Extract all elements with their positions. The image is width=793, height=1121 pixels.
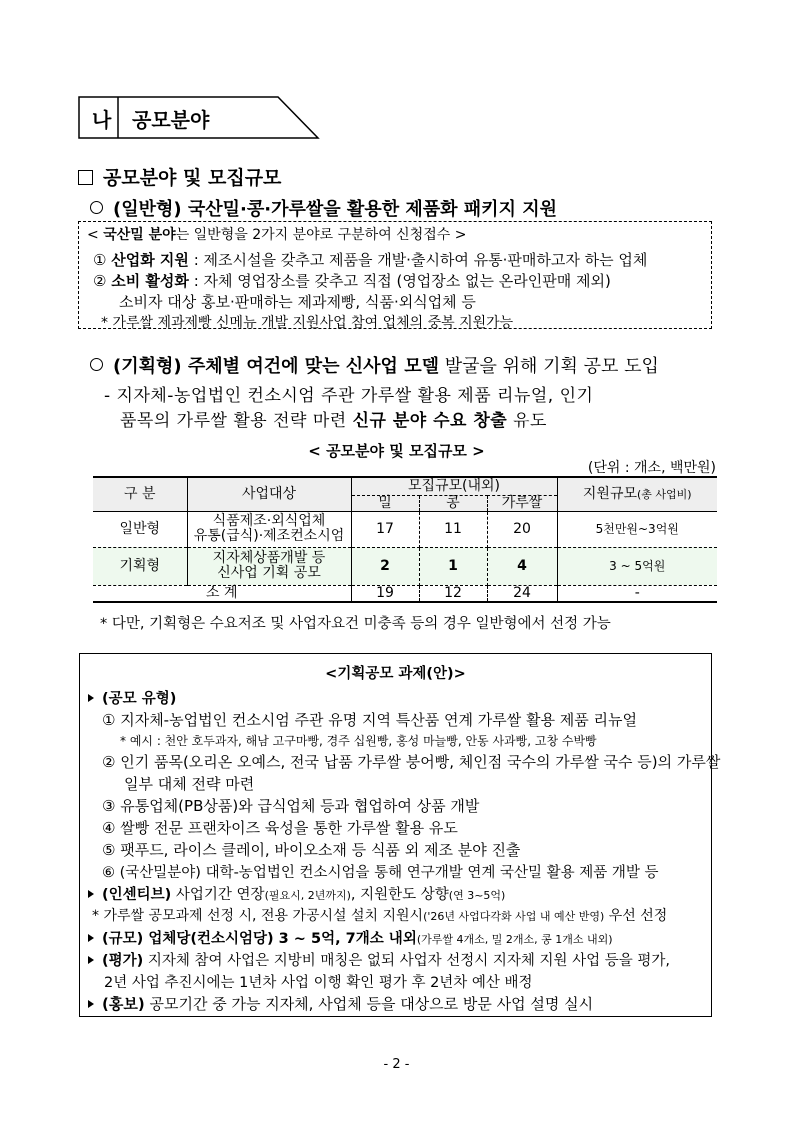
box-scale [88,927,613,948]
box-incentive-note [92,905,667,925]
notice-item-1 [93,249,647,270]
general-type-heading [90,195,557,221]
header-wheat: 밀 [351,495,419,511]
triangle-bullet-icon [88,1000,94,1008]
triangle-bullet-icon [88,890,94,898]
notice-intro-prefix: < [87,227,104,243]
box-item-6: ⑥ (국산밀분야) 대학-농업법인 컨소시엄을 통해 연구개발 연계 국산밀 활용 제품 개발 등 [102,865,659,881]
cell-support: - [557,585,717,602]
notice-intro [87,224,466,244]
table-row [93,585,717,602]
cell-rice: 20 [487,511,557,547]
header-bean: 콩 [419,495,487,511]
header-support [557,477,717,511]
planning-line-2-pre: 품목의 가루쌀 활용 전략 마련 [120,411,353,431]
notice-intro-rest: 는 일반형을 2가지 분야로 구분하여 신청접수 > [175,227,467,243]
table-unit: (단위 : 개소, 백만원) [587,460,716,476]
circle-bullet-icon [90,358,103,371]
box-promo [88,993,593,1014]
notice-item-2-rest: : 자체 영업장소를 갖추고 직접 (영업장소 없는 온라인판매 제외) [188,272,611,290]
cell-support: 5천만원~3억원 [557,511,717,547]
table-footnote: * 다만, 기획형은 수요저조 및 사업자요건 미충족 등의 경우 일반형에서 선정 가능 [100,616,611,632]
table-row [93,511,717,547]
incentive-b-small: (연 3~5억) [448,889,506,902]
planning-heading-bold: (기획형) 주체별 여건에 맞는 신사업 모델 [113,356,439,377]
box-type-label-text: (공모 유형) [102,691,177,707]
notice-intro-bold: 국산밀 분야 [103,227,176,243]
cell-target-line1: 지자체상품개발 등 [212,550,326,566]
planning-type-heading [90,352,659,378]
cell-type: 기획형 [93,547,187,585]
notice-item-2-cont: 소비자 대상 홍보·판매하는 제과제빵, 식품·외식업체 등 [119,293,476,311]
header-support-main: 지원규모 [582,485,637,502]
incentive-note-small: ('26년 사업다각화 사업 내 예산 반영) [423,910,605,923]
header-type: 구 분 [93,477,187,511]
promo-label: (홍보) [102,995,145,1013]
cell-bean: 1 [419,547,487,585]
cell-target-line1: 식품제조·외식업체 [212,513,326,529]
cell-bean: 11 [419,511,487,547]
section-title: 공모분야 [132,108,210,132]
section-header [78,96,318,138]
promo-text: 공모기간 중 가능 지자체, 사업체 등을 대상으로 방문 사업 설명 실시 [144,995,594,1013]
notice-item-1-rest: : 제조시설을 갖추고 제품을 개발·출시하여 유통·판매하고자 하는 업체 [188,251,648,269]
table-row [93,547,717,585]
box-item-2: ② 인기 품목(오리온 오예스, 전국 납품 가루쌀 붕어빵, 체인점 국수의 가루쌀 국수 등)의 가루쌀 [102,753,721,771]
box-item-4: ④ 쌀빵 전문 프랜차이즈 육성을 통한 가루쌀 활용 유도 [102,819,458,837]
square-bullet-icon [78,170,93,185]
general-type-heading-text: (일반형) 국산밀·콩·가루쌀을 활용한 제품화 패키지 지원 [113,199,557,220]
incentive-b: , 지원한도 상향 [350,887,449,903]
incentive-a-small: (필요시, 2년까지) [264,889,351,902]
header-support-small: (총 사업비) [637,487,692,501]
incentive-label: (인센티브) [102,887,172,903]
header-target: 사업대상 [187,477,351,511]
cell-wheat: 17 [351,511,419,547]
box-item-5: ⑤ 팻푸드, 라이스 클레이, 바이오소재 등 식품 외 제조 분야 진출 [102,841,521,859]
section-number: 나 [92,108,112,132]
triangle-bullet-icon [88,694,94,702]
box-item-1-example: * 예시 : 천안 호두과자, 해남 고구마빵, 경주 십원빵, 홍성 마늘빵, 안동 사과빵, 고창 수박빵 [120,734,597,748]
circle-bullet-icon [90,201,103,214]
triangle-bullet-icon [88,956,94,964]
table-caption: < 공모분야 및 모집규모 > [308,442,485,460]
planning-tasks-box [79,653,721,1017]
box-eval-cont: 2년 사업 추진시에는 1년차 사업 이행 확인 평가 후 2년차 예산 배정 [104,975,533,991]
eval-a: 지자체 참여 사업은 지방비 매칭은 없되 사업자 선정시 지자체 지원 사업 등을 평가, [143,953,671,969]
planning-heading-rest: 발굴을 위해 기획 공모 도입 [439,356,659,377]
cell-type: 일반형 [93,511,187,547]
eval-label: (평가) [102,953,144,969]
triangle-bullet-icon [88,934,94,942]
box-eval [88,949,670,970]
cell-subtotal: 소 계 [93,585,351,602]
planning-line-1: - 지자체-농업법인 컨소시엄 주관 가루쌀 활용 제품 리뉴얼, 인기 [104,386,594,406]
header-scale: 모집규모(내외) [351,477,557,495]
cell-wheat: 2 [351,547,419,585]
box-item-1: ① 지자체-농업법인 컨소시엄 주관 유명 지역 특산품 연계 가루쌀 활용 제품 리뉴얼 [102,711,637,729]
notice-item-1-bold: 산업화 지원 [111,251,189,269]
subsection-heading [78,163,281,190]
incentive-note: * 가루쌀 공모과제 선정 시, 전용 가공시설 설치 지원시 [92,908,424,924]
box-title: <기획공모 과제(안)> [325,666,466,682]
cell-rice: 4 [487,547,557,585]
cell-support: 3 ~ 5억원 [557,547,717,585]
cell-wheat: 19 [351,585,419,602]
box-item-2-cont: 일부 대체 전략 마련 [124,775,255,793]
notice-item-2-bold: 소비 활성화 [111,272,189,290]
recruitment-table [93,476,717,603]
wheat-field-notice [78,221,712,329]
scale-small: (가루쌀 4개소, 밀 2개소, 콩 1개소 내외) [416,933,613,946]
page-number: - 2 - [383,1057,410,1072]
cell-rice: 24 [487,585,557,602]
cell-target [187,547,351,585]
cell-target-line2: 신사업 기획 공모 [217,565,321,581]
planning-line-2-bold: 신규 분야 수요 창출 [352,411,508,431]
box-item-3: ③ 유통업체(PB상품)와 급식업체 등과 협업하여 상품 개발 [102,797,480,815]
incentive-note-end: 우선 선정 [604,908,668,924]
header-rice: 가루쌀 [487,495,557,511]
planning-line-2-post: 유도 [507,411,547,431]
subsection-heading-text: 공모분야 및 모집규모 [103,167,282,189]
box-type-label [88,687,176,708]
box-incentive [88,883,505,904]
cell-target-line2: 유통(급식)·제조컨소시엄 [193,528,345,544]
notice-item-1-num: ① [93,251,107,269]
incentive-a: 사업기간 연장 [171,887,265,903]
cell-bean: 12 [419,585,487,602]
cell-target [187,511,351,547]
scale-label: (규모) 업체당(컨소시엄당) 3 ~ 5억, 7개소 내외 [102,931,417,947]
notice-item-2 [93,270,611,291]
planning-line-2 [120,406,547,431]
notice-note: * 가루쌀 제과제빵 신메뉴 개발 지원사업 참여 업체의 중복 지원가능 [101,315,514,331]
notice-item-2-num: ② [93,272,107,290]
